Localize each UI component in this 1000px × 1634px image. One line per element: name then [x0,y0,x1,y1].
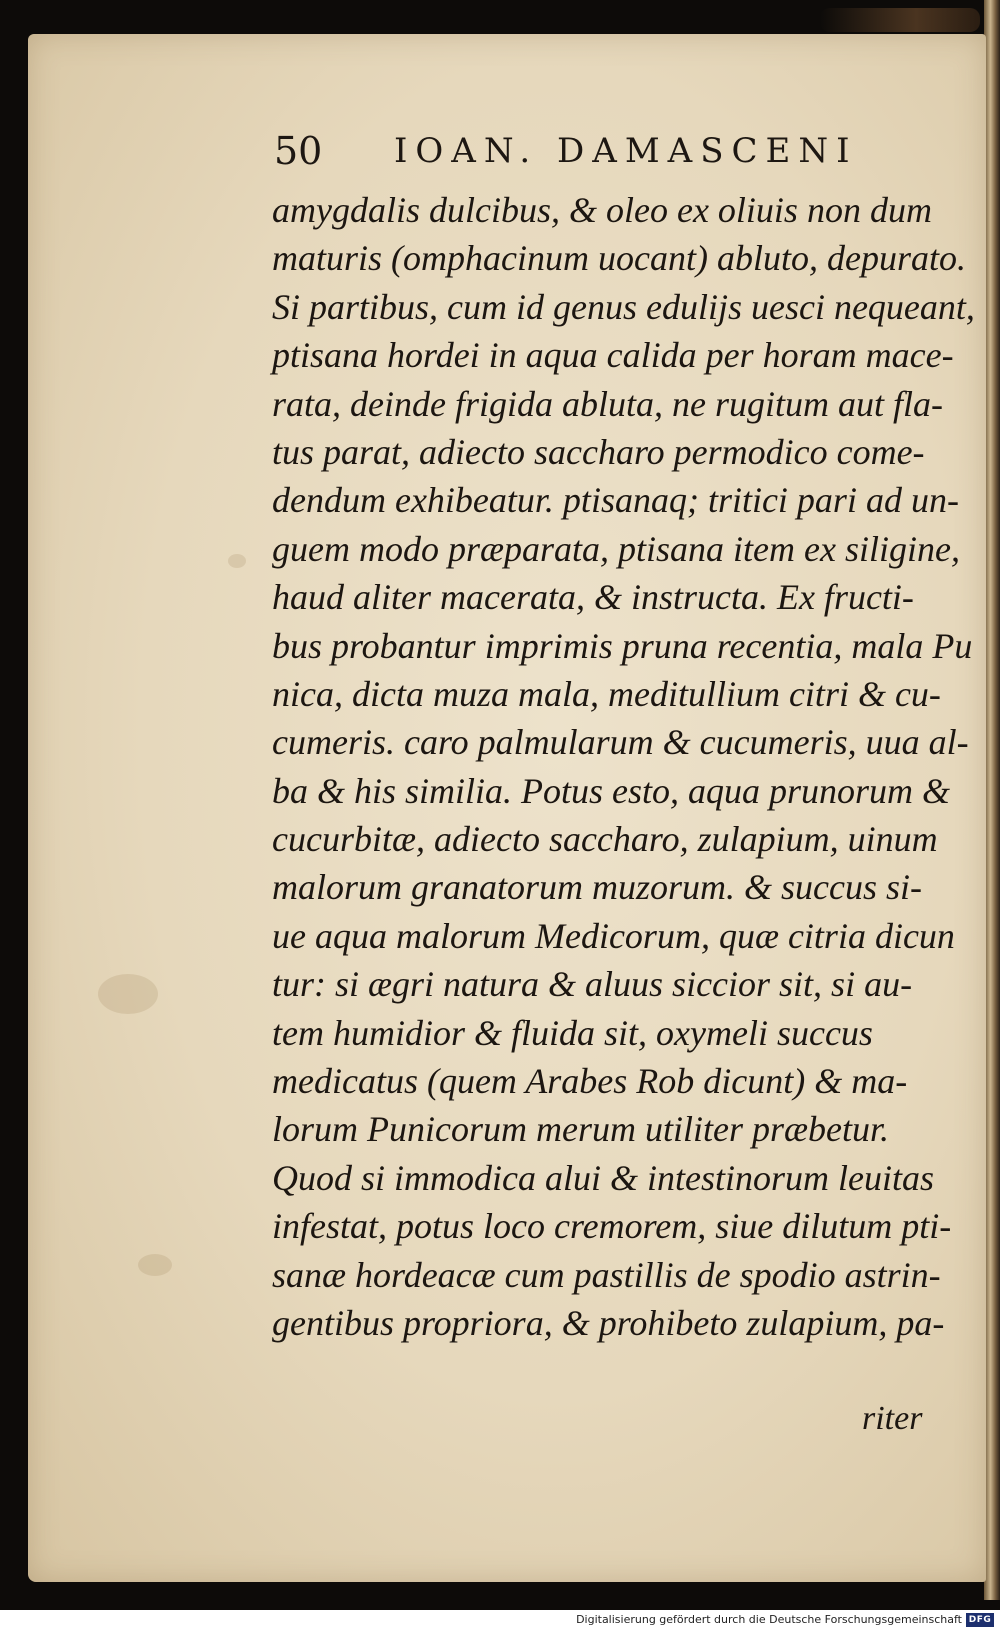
running-head-title: IOAN. DAMASCENI [394,131,858,171]
text-line: guem modo præparata, ptisana item ex siligine, [272,528,960,569]
text-line: ue aqua malorum Medicorum, quæ citria dicun [272,915,955,956]
binding-shadow [820,8,980,32]
paper-stain [98,974,158,1014]
running-head [274,126,894,176]
text-line: tem humidior & fluida sit, oxymeli succus [272,1012,873,1053]
text-line: tur: si ægri natura & aluus siccior sit, si au- [272,964,913,1005]
text-line: lorum Punicorum merum utiliter præbetur. [272,1109,889,1150]
body-text [272,186,975,1347]
text-line: rata, deinde frigida abluta, ne rugitum aut fla- [272,383,943,424]
catchword: riter [862,1400,923,1437]
digitization-credit: Digitalisierung gefördert durch die Deutsche Forschungsgemeinschaft [576,1613,962,1626]
text-line: bus probantur imprimis pruna recentia, mala Pu [272,625,973,666]
text-line: ptisana hordei in aqua calida per horam mace- [272,335,954,376]
paper-stain [228,554,246,568]
text-line: sanæ hordeacæ cum pastillis de spodio astrin- [272,1254,941,1295]
text-line: malorum granatorum muzorum. & succus si- [272,867,923,908]
text-line: ba & his similia. Potus esto, aqua prunorum & [272,770,951,811]
text-line: cumeris. caro palmularum & cucumeris, uua al- [272,722,969,763]
text-line: infestat, potus loco cremorem, siue dilutum pti- [272,1206,952,1247]
text-line: medicatus (quem Arabes Rob dicunt) & ma- [272,1061,908,1102]
text-line: maturis (omphacinum uocant) abluto, depurato. [272,238,966,279]
book-fore-edge [984,0,1000,1600]
text-line: haud aliter macerata, & instructa. Ex fructi- [272,577,914,618]
dfg-logo: DFG [966,1613,994,1627]
text-line: amygdalis dulcibus, & oleo ex oliuis non dum [272,190,932,230]
paper-stain [138,1254,172,1276]
text-line: tus parat, adiecto saccharo permodico come- [272,431,925,472]
text-line: dendum exhibeatur. ptisanaq; tritici pari ad un- [272,480,959,521]
text-line: nica, dicta muza mala, meditullium citri & cu- [272,673,941,714]
text-line: gentibus propriora, & prohibeto zulapium, pa- [272,1302,945,1343]
text-line: cucurbitæ, adiecto saccharo, zulapium, uinum [272,819,938,860]
text-line: Si partibus, cum id genus edulijs uesci nequeant, [272,286,975,327]
text-line: Quod si immodica alui & intestinorum leuitas [272,1157,934,1198]
page-number: 50 [274,129,323,173]
